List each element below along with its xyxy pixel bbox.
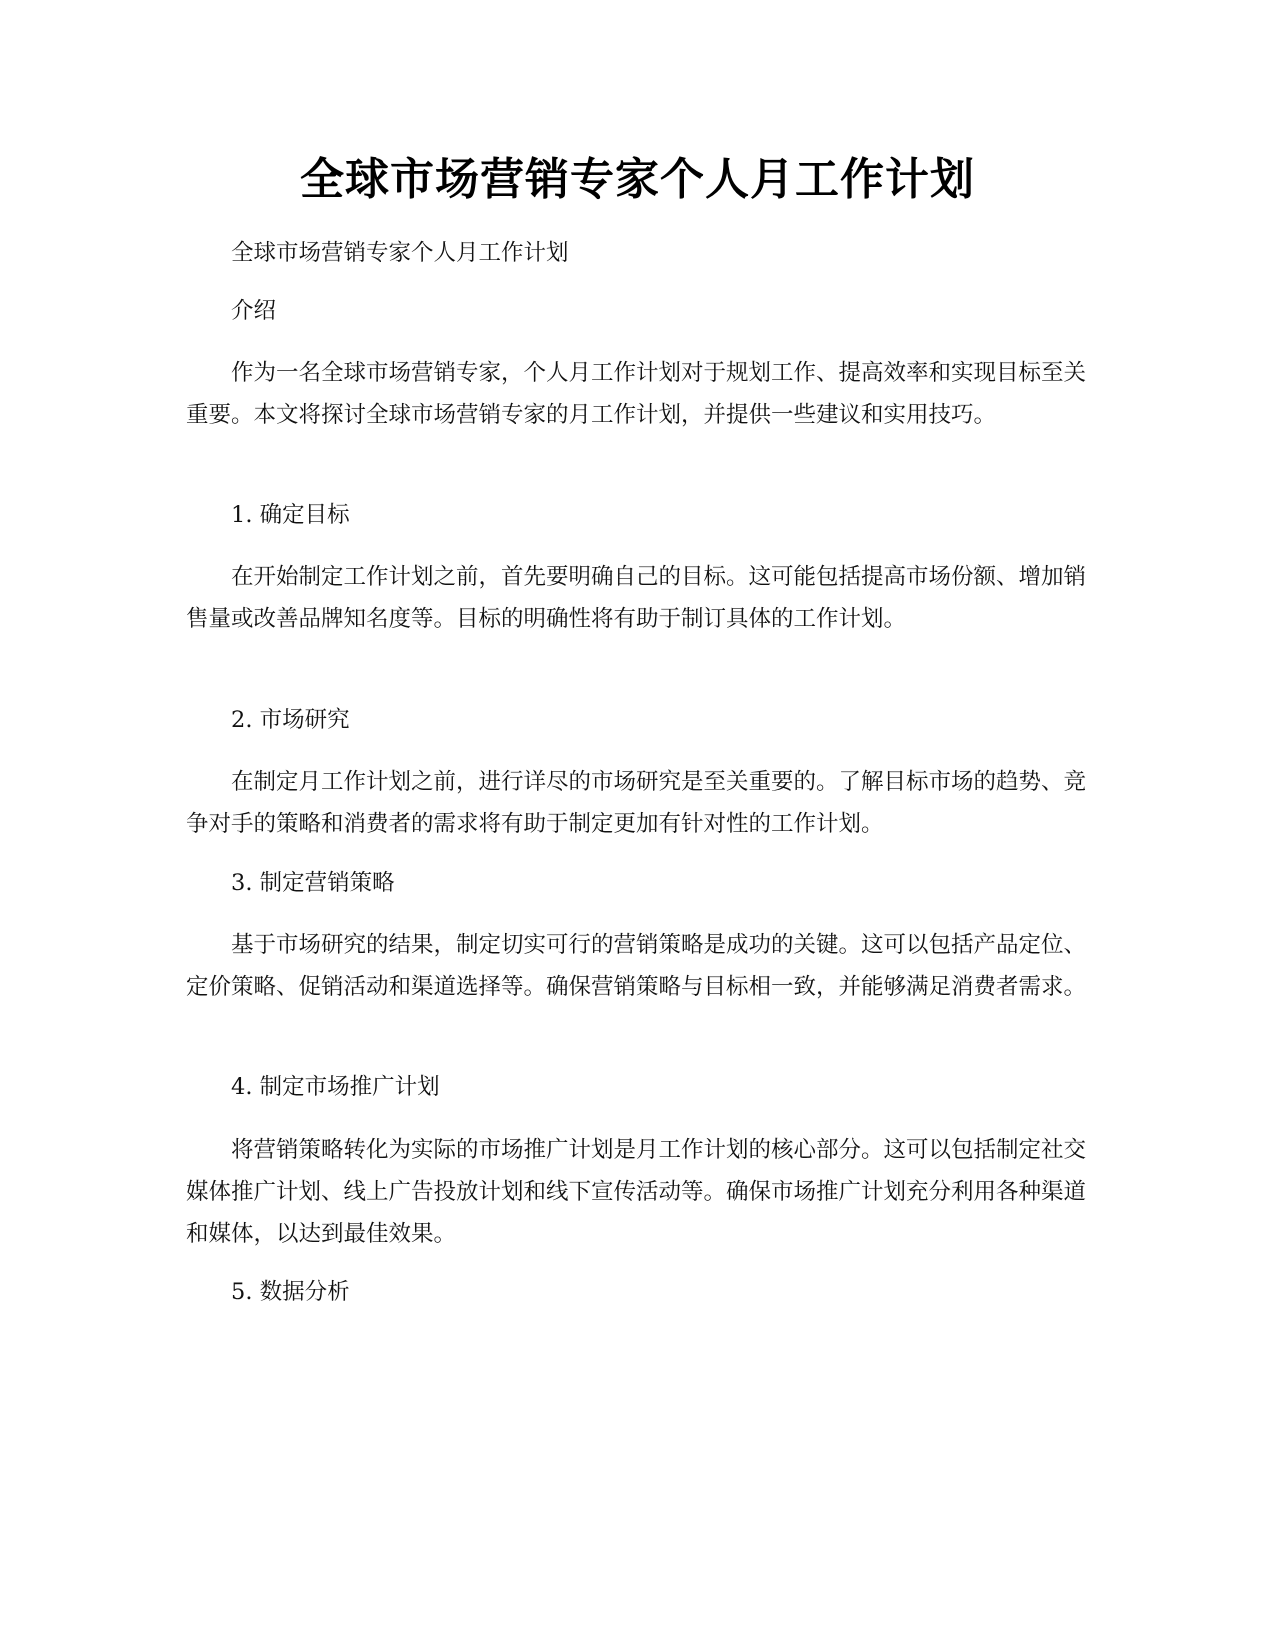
document-title: 全球市场营销专家个人月工作计划 xyxy=(300,154,975,205)
section-paragraph-4: 将营销策略转化为实际的市场推广计划是月工作计划的核心部分。这可以包括制定社交媒体推广计划、线上广告投放计划和线下宣传活动等。确保市场推广计划充分利用各种渠道和媒体，以达到最佳效果。 xyxy=(186,1137,1087,1247)
intro-paragraph: 作为一名全球市场营销专家，个人月工作计划对于规划工作、提高效率和实现目标至关重要。本文将探讨全球市场营销专家的月工作计划，并提供一些建议和实用技巧。 xyxy=(186,360,1087,428)
document-subtitle: 全球市场营销专家个人月工作计划 xyxy=(231,240,569,266)
section-heading-4: 4. 制定市场推广计划 xyxy=(231,1074,440,1100)
section-paragraph-2: 在制定月工作计划之前，进行详尽的市场研究是至关重要的。了解目标市场的趋势、竞争对手的策略和消费者的需求将有助于制定更加有针对性的工作计划。 xyxy=(186,769,1087,837)
intro-heading: 介绍 xyxy=(231,298,277,324)
section-paragraph-3: 基于市场研究的结果，制定切实可行的营销策略是成功的关键。这可以包括产品定位、定价策略、促销活动和渠道选择等。确保营销策略与目标相一致，并能够满足消费者需求。 xyxy=(186,932,1087,1000)
section-heading-1: 1. 确定目标 xyxy=(231,502,350,528)
section-heading-5: 5. 数据分析 xyxy=(231,1279,350,1305)
section-heading-2: 2. 市场研究 xyxy=(231,707,350,733)
section-paragraph-1: 在开始制定工作计划之前，首先要明确自己的目标。这可能包括提高市场份额、增加销售量或改善品牌知名度等。目标的明确性将有助于制订具体的工作计划。 xyxy=(186,564,1087,632)
section-heading-3: 3. 制定营销策略 xyxy=(231,870,395,896)
